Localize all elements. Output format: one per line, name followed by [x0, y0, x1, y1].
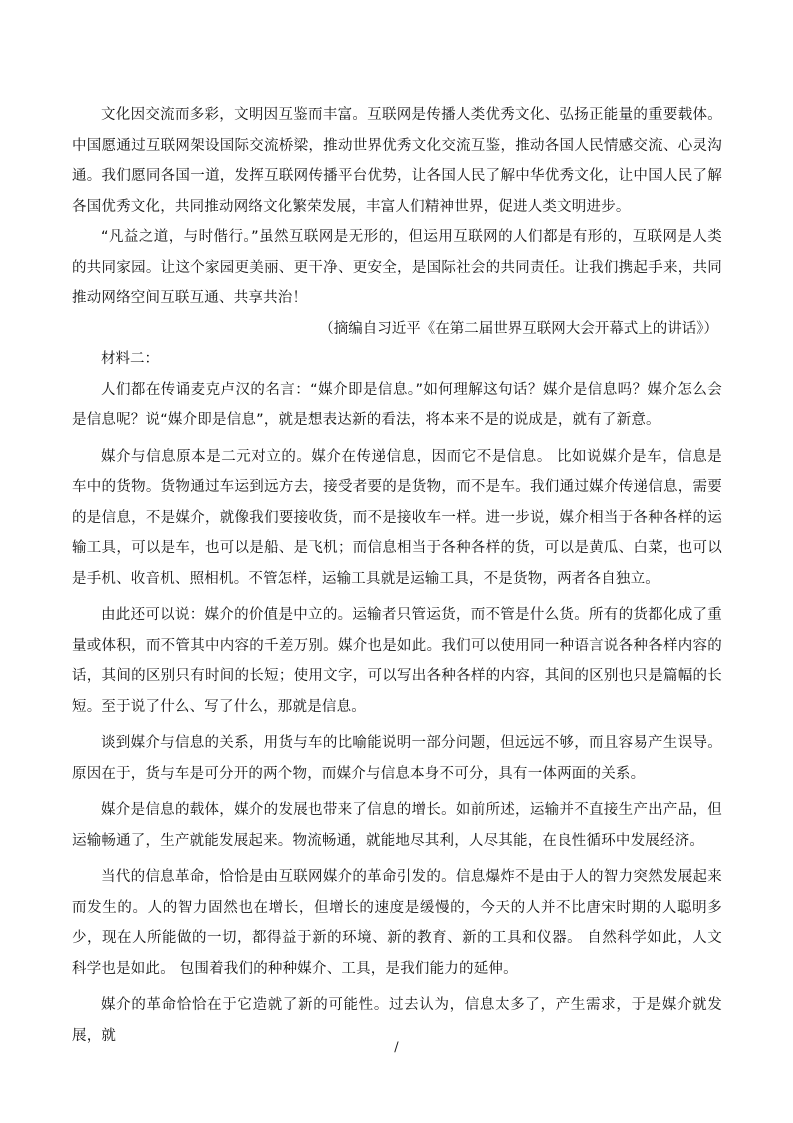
paragraph-information-revolution: 当代的信息革命，恰恰是由互联网媒介的革命引发的。信息爆炸不是由于人的智力突然发展起来而发生的。人的智力固然也在增长，但增长的速度是缓慢的，今天的人并不比唐宋时期的人聪明多少，现在人所能做的一切，都得益于新的环境、新的教育、新的工具和仪器。 自然科学如此，人文科学也是如此。 包围着我们的种种媒介、工具，是我们能力的延伸。 [72, 869, 722, 977]
material-two-label: 材料二： [101, 351, 159, 367]
paragraph-media-revolution: 媒介的革命恰恰在于它造就了新的可能性。过去认为，信息太多了，产生需求，于是媒介就发展，就 [72, 997, 722, 1044]
paragraph-culture-exchange: 文化因交流而多彩，文明因互鉴而丰富。互联网是传播人类优秀文化、弘扬正能量的重要载体。中国愿通过互联网架设国际交流桥梁，推动世界优秀文化交流互鉴，推动各国人民情感交流、心灵沟通。我们愿同各国一道，发挥互联网传播平台优势，让各国人民了解中华优秀文化，让中国人民了解各国优秀文化，共同推动网络文化繁荣发展，丰富人们精神世界，促进人类文明进步。 [72, 107, 722, 215]
paragraph-neutral-value: 由此还可以说：媒介的价值是中立的。运输者只管运货，而不管是什么货。所有的货都化成了重量或体积，而不管其中内容的千差万别。媒介也是如此。我们可以使用同一种语言说各种各样内容的话，其间的区别只有时间的长短；使用文字，可以写出各种各样的内容，其间的区别也只是篇幅的长短。至于说了什么、写了什么，那就是信息。 [72, 607, 722, 715]
paragraph-common-home: “凡益之道，与时偕行。”虽然互联网是无形的，但运用互联网的人们都是有形的，互联网是人类的共同家园。让这个家园更美丽、更干净、更安全，是国际社会的共同责任。让我们携起手来，共同推动网络空间互联互通、共享共治！ [72, 229, 722, 306]
page-number: / [394, 1040, 399, 1055]
source-citation: （摘编自习近平《在第二届世界互联网大会开幕式上的讲话》） [319, 320, 718, 337]
document-page [72, 100, 722, 1051]
paragraph-carrier-growth: 媒介是信息的载体，媒介的发展也带来了信息的增长。如前所述，运输并不直接生产出产品，但运输畅通了，生产就能发展起来。物流畅通，就能地尽其利，人尽其能，在良性循环中发展经济。 [72, 802, 722, 849]
paragraph-mcluhan-quote: 人们都在传诵麦克卢汉的名言：“媒介即是信息。”如何理解这句话？媒介是信息吗？媒介怎么会是信息呢？说“媒介即是信息”，就是想表达新的看法，将本来不是的说成是，就有了新意。 [72, 381, 722, 428]
paragraph-metaphor-limits: 谈到媒介与信息的关系，用货与车的比喻能说明一部分问题，但远远不够，而且容易产生误导。原因在于，货与车是可分开的两个物，而媒介与信息本身不可分，具有一体两面的关系。 [72, 735, 722, 782]
paragraph-media-vs-information: 媒介与信息原本是二元对立的。媒介在传递信息，因而它不是信息。 比如说媒介是车，信息是车中的货物。货物通过车运到远方去，接受者要的是货物，而不是车。我们通过媒介传递信息，需要的是信息，不是媒介，就像我们要接收货，而不是接收车一样。进一步说，媒介相当于各种各样的运输工具，可以是车，也可以是船、是飞机；而信息相当于各种各样的货，可以是黄瓜、白菜，也可以是手机、收音机、照相机。不管怎样，运输工具就是运输工具，不是货物，两者各自独立。 [72, 448, 722, 587]
